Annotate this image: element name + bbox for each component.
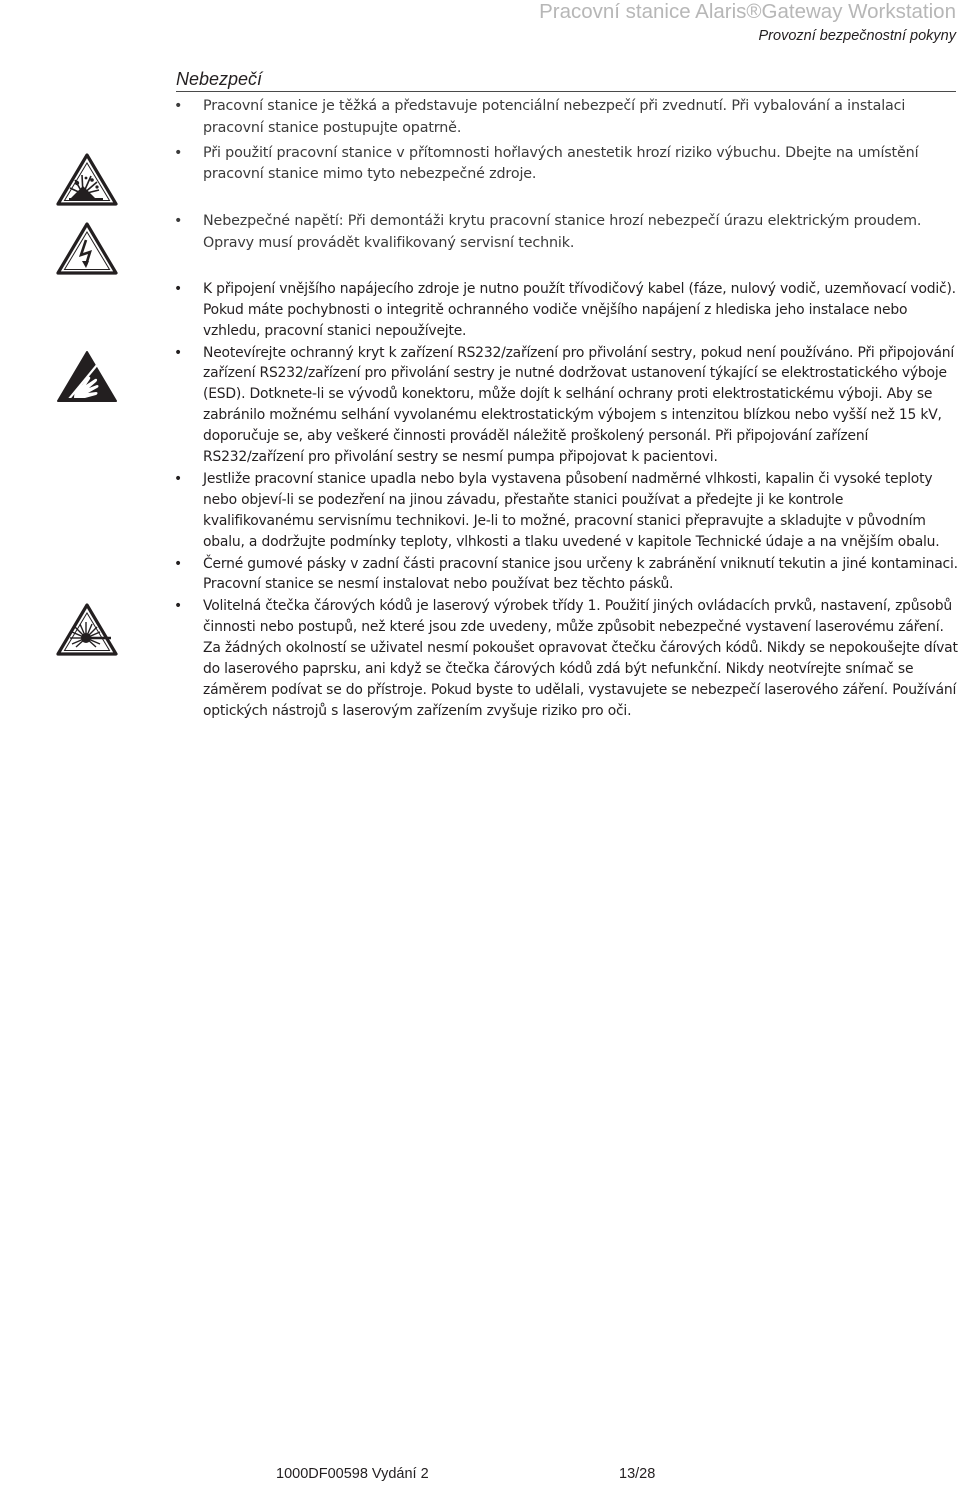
list-item-text: Jestliže pracovní stanice upadla nebo byla vystavena působení nadměrné vlhkosti, kapalin či vysoké teploty nebo objeví-li se podezření na jinou závadu, přestaňte stanici používat a předejte ji ke kontrole kvalifikovanému servisnímu technikovi. Je-li to možné, pracovní stanici přepravujte a skladujte v původním obalu, a dodržujte podmínky teploty, vlhkosti a tlaku uvedené v kapitole Technické údaje a na vnějším obalu. bbox=[203, 470, 940, 550]
list-item bbox=[174, 469, 958, 553]
bullet: • bbox=[174, 213, 183, 230]
list-item bbox=[174, 279, 958, 342]
document-id: 1000DF00598 Vydání 2 bbox=[276, 1466, 429, 1482]
list-item bbox=[174, 211, 958, 255]
list-item-text: Volitelná čtečka čárových kódů je laserový výrobek třídy 1. Použití jiných ovládacích prvků, nastavení, způsobů činnosti nebo postupů, než které jsou zde uvedeny, může způsobit nebezpečné vystavení laserovému záření. Za žádných okolností se uživatel nesmí pokoušet opravovat čtečku čárových kódů. Nikdy se nepokoušejte dívat do laserového paprsku, ani když se čtečka čárových kódů zdá být nefunkční. Nikdy neotvírejte snímač se záměrem podívat se do přístroje. Pokud byste to udělali, vystavujete se nebezpečí laserového záření. Používání optických nástrojů s laserovým zařízením zvyšuje riziko pro oči. bbox=[203, 598, 958, 719]
document-subtitle: Provozní bezpečnostní pokyny bbox=[758, 28, 956, 44]
bullet: • bbox=[174, 598, 182, 615]
section-heading: Nebezpečí bbox=[176, 69, 263, 89]
explosion-hazard-icon bbox=[55, 152, 119, 208]
list-item-text: Černé gumové pásky v zadní části pracovní stanice jsou určeny k zabránění vniknutí tekutin a jiné kontaminaci. Pracovní stanice se nesmí instalovat nebo používat bez těchto pásků. bbox=[203, 555, 958, 593]
list-item bbox=[174, 343, 958, 468]
list-item-text: Pracovní stanice je těžká a představuje potenciální nebezpečí při zvednutí. Při vybalování a instalaci pracovní stanice postupujte opatrně. bbox=[203, 98, 906, 136]
list-item-text: K připojení vnějšího napájecího zdroje je nutno použít třívodičový kabel (fáze, nulový vodič, uzemňovací vodič). Pokud máte pochybnosti o integritě ochranného vodiče vnějšího napájení z hlediska jeho instalace nebo vzhledu, pracovní stanici nepoužívejte. bbox=[203, 280, 956, 339]
list-item bbox=[174, 596, 958, 721]
bullet: • bbox=[174, 144, 183, 161]
page-number: 13/28 bbox=[619, 1466, 656, 1482]
list-item bbox=[174, 96, 958, 140]
laser-radiation-icon bbox=[55, 602, 119, 658]
electric-shock-hazard-icon bbox=[55, 221, 119, 277]
bullet: • bbox=[174, 98, 183, 114]
list-item bbox=[174, 554, 958, 596]
list-item-text: Při použití pracovní stanice v přítomnosti hořlavých anestetik hrozí riziko výbuchu. Dbejte na umístění pracovní stanice mimo tyto nebezpečné zdroje. bbox=[203, 144, 919, 183]
bullet: • bbox=[174, 555, 182, 572]
section-divider bbox=[176, 91, 956, 92]
document-title: Pracovní stanice Alaris®Gateway Workstation bbox=[539, 0, 956, 23]
list-item-text: Neotevírejte ochranný kryt k zařízení RS232/zařízení pro přivolání sestry, pokud není používáno. Při připojování zařízení RS232/zařízení pro přivolání sestry je nutné dodržovat ustanovení týkající se elektrostatického výboje (ESD). Dotknete-li se vývodů konektoru, může dojít k selhání ochrany proti elektrostatickému výboji. Aby se zabránilo možnému selhání vyvolanému elektrostatickým výbojem s intenzitou blízkou nebo vyšší než 15 kV, doporučuje se, aby veškeré činnosti prováděl náležitě proškolený personál. Při připojování zařízení RS232/zařízení pro přivolání sestry se nesmí pumpa připojovat k pacientovi. bbox=[203, 344, 955, 466]
bullet: • bbox=[174, 344, 182, 361]
bullet: • bbox=[174, 470, 182, 487]
esd-sensitive-icon bbox=[55, 349, 119, 405]
hazard-list bbox=[174, 96, 958, 722]
list-item bbox=[174, 143, 958, 187]
bullet: • bbox=[174, 280, 182, 297]
list-item-text: Nebezpečné napětí: Při demontáži krytu pracovní stanice hrozí nebezpečí úrazu elektrickým proudem. Opravy musí provádět kvalifikovaný servisní technik. bbox=[203, 213, 922, 251]
